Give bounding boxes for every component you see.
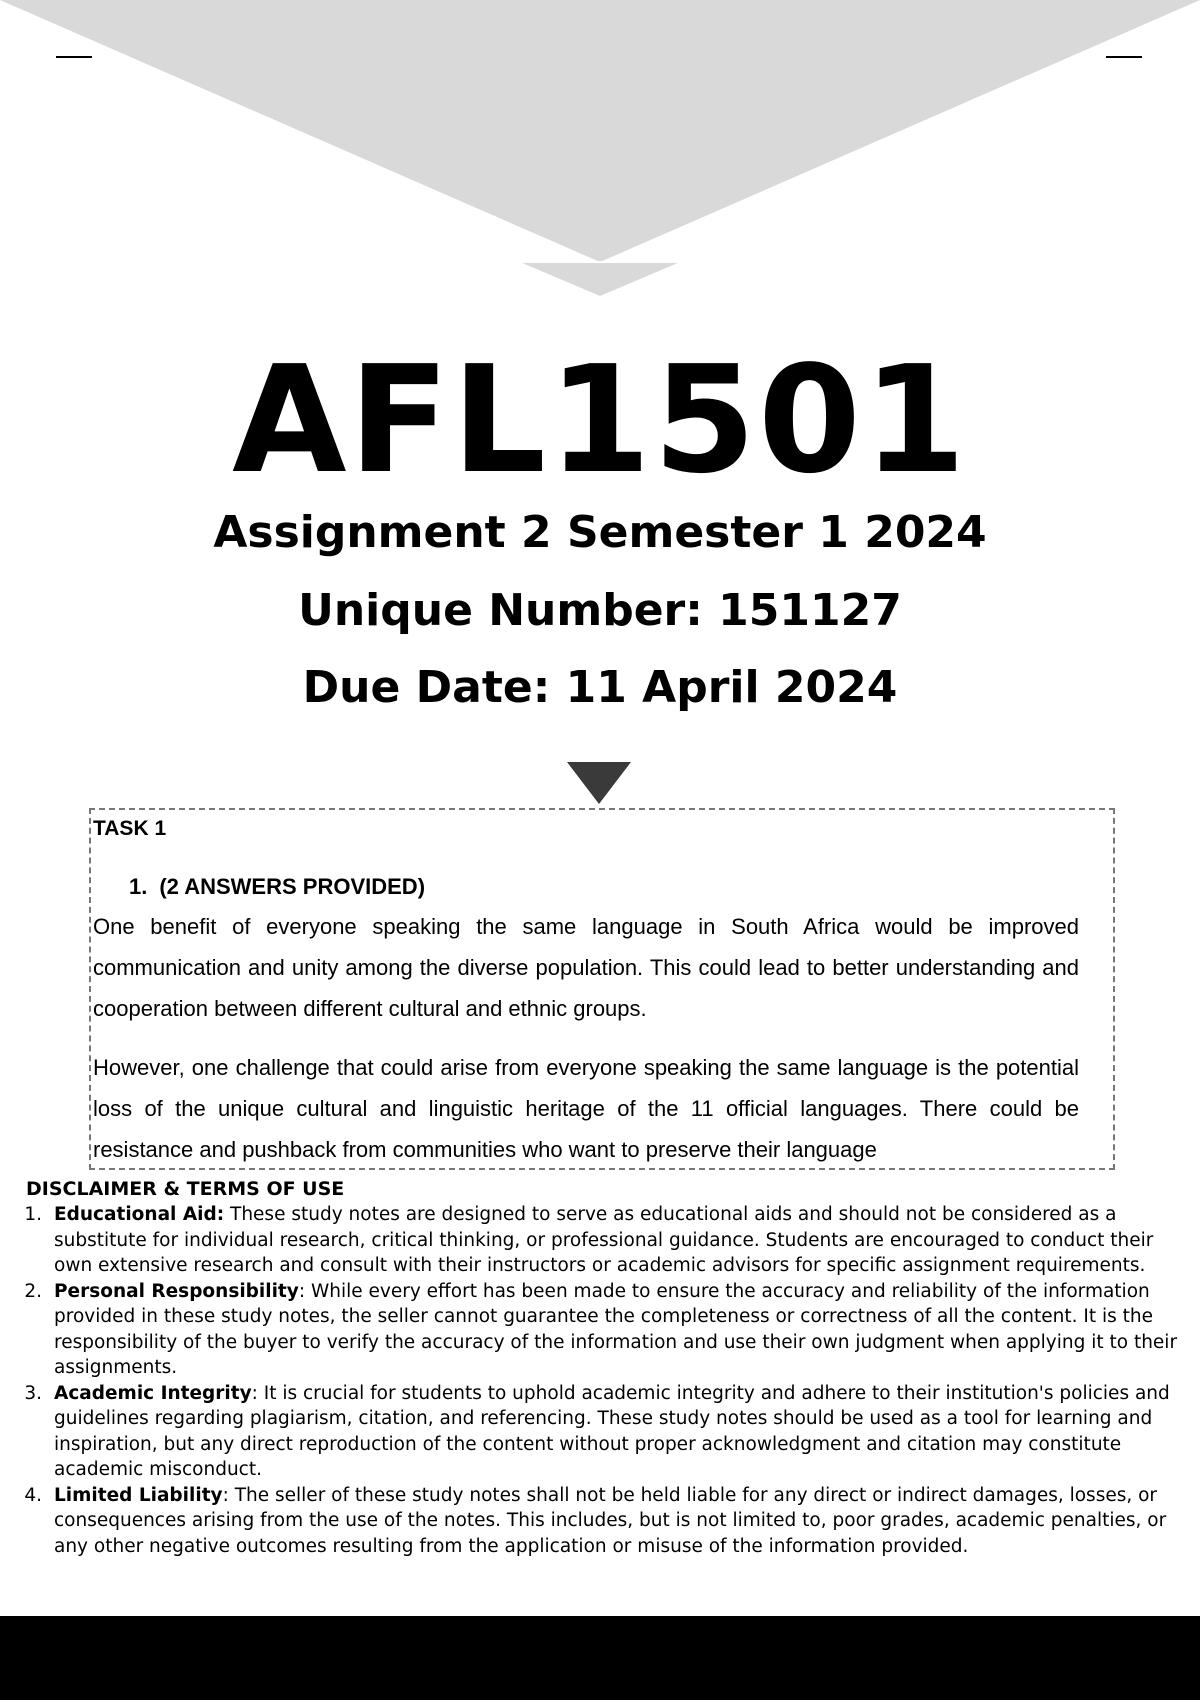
answer-paragraph: However, one challenge that could arise from everyone speaking the same language is the potential loss of the unique cultural and linguistic heritage of the 11 official languages. There could be resistance and pushback from communities who want to preserve their language <box>93 1055 1079 1162</box>
answer-paragraph: One benefit of everyone speaking the same language in South Africa would be improved communication and unity among the diverse population. This could lead to better understanding and cooperation between different cultural and ethnic groups. <box>93 914 1079 1021</box>
item-number: 3. <box>24 1382 42 1404</box>
down-arrow-icon <box>567 762 631 804</box>
question-number: 1. <box>129 874 148 899</box>
disclaimer-item <box>26 1279 1186 1381</box>
item-text: : It is crucial for students to uphold academic integrity and adhere to their institution's policies and guidelines regarding plagiarism, citation, and referencing. These study notes should be used as a tool for learning and inspiration, but any direct reproduction of the content without proper acknowledgment and citation may constitute academic misconduct. <box>54 1382 1170 1480</box>
item-text: These study notes are designed to serve as educational aids and should not be considered as a substitute for individual research, critical thinking, or professional guidance. Students are encouraged to conduct their own extensive research and consult with their instructors or academic advisors for specific assignment requirements. <box>54 1204 1154 1276</box>
disclaimer-title: DISCLAIMER & TERMS OF USE <box>26 1178 345 1200</box>
item-term: Limited Liability <box>54 1484 223 1506</box>
item-number: 4. <box>24 1484 42 1506</box>
item-number: 1. <box>24 1204 42 1225</box>
preview-excerpt-box <box>89 808 1115 1170</box>
corner-mark-left <box>56 56 92 58</box>
item-term: Educational Aid: <box>54 1204 225 1225</box>
due-date: Due Date: 11 April 2024 <box>302 662 898 713</box>
item-term: Academic Integrity <box>54 1382 252 1404</box>
disclaimer-item <box>26 1202 1186 1279</box>
course-code-title: AFL1501 <box>232 334 968 506</box>
question-label: (2 ANSWERS PROVIDED) <box>159 874 426 899</box>
item-number: 2. <box>24 1280 42 1302</box>
task-heading: TASK 1 <box>93 817 167 840</box>
corner-mark-right <box>1106 56 1142 58</box>
item-term: Personal Responsibility <box>54 1280 299 1302</box>
unique-number: Unique Number: 151127 <box>298 585 902 636</box>
disclaimer-item <box>26 1381 1186 1483</box>
assignment-subtitle: Assignment 2 Semester 1 2024 <box>213 507 987 558</box>
item-text: : While every effort has been made to ensure the accuracy and reliability of the information provided in these study notes, the seller cannot guarantee the completeness or correctness of all the content. It is the responsibility of the buyer to verify the accuracy of the information and use their own judgment when applying it to their assignments. <box>54 1280 1178 1378</box>
disclaimer-item <box>26 1483 1186 1560</box>
disclaimer-section <box>26 1176 1186 1559</box>
question-heading <box>129 872 425 902</box>
footer-black-bar <box>0 1616 1200 1700</box>
top-chevron-banner <box>0 0 1200 300</box>
item-text: : The seller of these study notes shall not be held liable for any direct or indirect damages, losses, or consequences arising from the use of the notes. This includes, but is not limited to, poor grades, academic penalties, or any other negative outcomes resulting from the application or misuse of the information provided. <box>54 1484 1167 1557</box>
disclaimer-list <box>26 1202 1186 1559</box>
